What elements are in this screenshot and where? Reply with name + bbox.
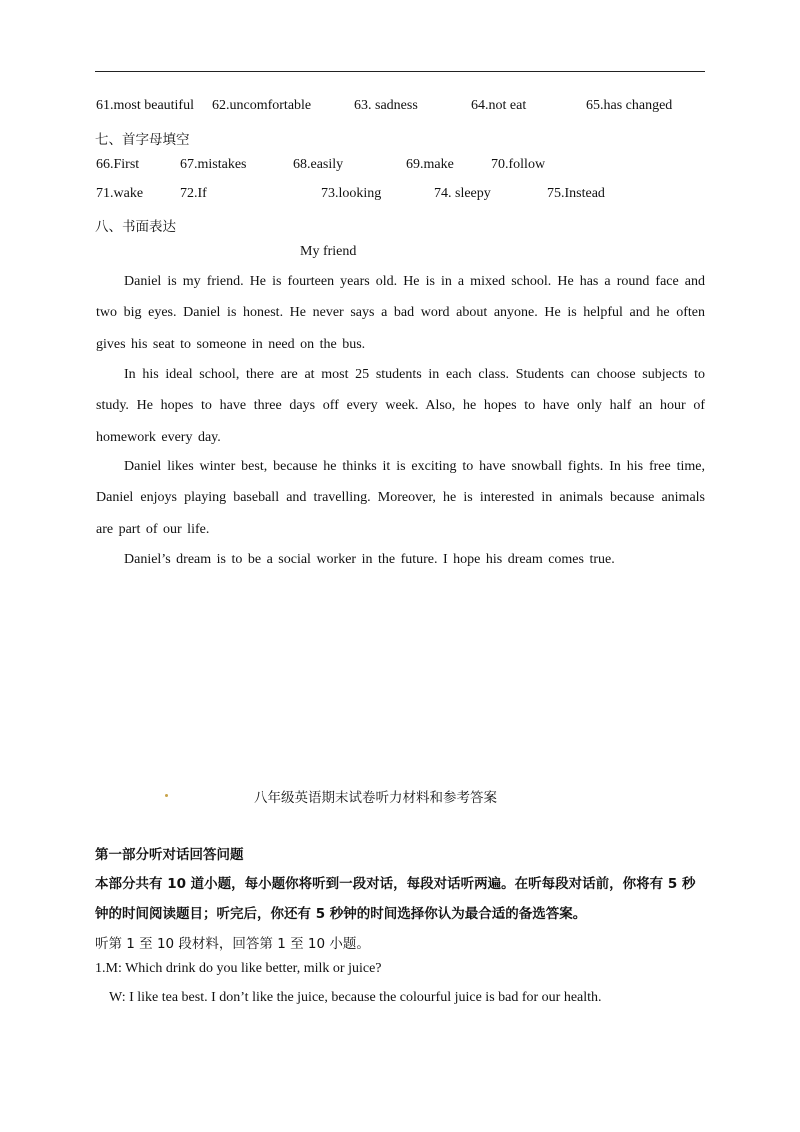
header-rule (95, 71, 705, 72)
instructions-line-2: 钟的时间阅读题目；听完后，你还有 5 秒钟的时间选择你认为最合适的备选答案。 (95, 906, 587, 922)
essay-title: My friend (300, 244, 357, 259)
answer-75: 75.Instead (547, 186, 605, 201)
answer-68: 68.easily (293, 157, 344, 172)
section7-heading: 七、首字母填空 (95, 132, 190, 148)
answer-73: 73.looking (321, 186, 382, 201)
listening-title: 八年级英语期末试卷听力材料和参考答案 (254, 790, 497, 806)
section8-heading: 八、书面表达 (95, 219, 176, 235)
essay-paragraph-2: In his ideal school, there are at most 25 students in each class. Students can choose subjects to study. He hopes to have three days off every week. Also, he hopes to have only half an hour of homework every day. (96, 367, 705, 445)
dialogue-line-w: W: I like tea best. I don’t like the juice, because the colourful juice is bad for our health. (109, 990, 602, 1005)
part-heading: 第一部分听对话回答问题 (95, 847, 244, 863)
essay-paragraph-1: Daniel is my friend. He is fourteen years old. He is in a mixed school. He has a round face and two big eyes. Daniel is honest. He never says a bad word about anyone. He is helpful and he often gives his seat to someone in need on the bus. (96, 274, 705, 352)
answer-66: 66.First (96, 157, 140, 172)
answer-63: 63. sadness (354, 98, 418, 113)
answer-72: 72.If (180, 186, 207, 201)
answer-70: 70.follow (491, 157, 546, 172)
answer-74: 74. sleepy (434, 186, 491, 201)
material-intro: 听第 1 至 10 段材料，回答第 1 至 10 小题。 (95, 936, 370, 952)
answer-69: 69.make (406, 157, 454, 172)
answer-61: 61.most beautiful (96, 98, 194, 113)
answer-67: 67.mistakes (180, 157, 247, 172)
essay-paragraph-3: Daniel likes winter best, because he thinks it is exciting to have snowball fights. In his free time, Daniel enjoys playing baseball and travelling. Moreover, he is interested in animals because animals are part of our life. (96, 459, 705, 537)
instructions-line-1: 本部分共有 10 道小题，每小题你将听到一段对话，每段对话听两遍。在听每段对话前，你将有 5 秒 (95, 876, 696, 892)
essay-paragraph-4: Daniel’s dream is to be a social worker in the future. I hope his dream comes true. (124, 552, 615, 567)
decorative-dot (165, 794, 168, 797)
answer-62: 62.uncomfortable (212, 98, 312, 113)
answer-64: 64.not eat (471, 98, 527, 113)
dialogue-line-m: 1.M: Which drink do you like better, milk or juice? (95, 961, 382, 976)
answer-71: 71.wake (96, 186, 144, 201)
answer-65: 65.has changed (586, 98, 673, 113)
